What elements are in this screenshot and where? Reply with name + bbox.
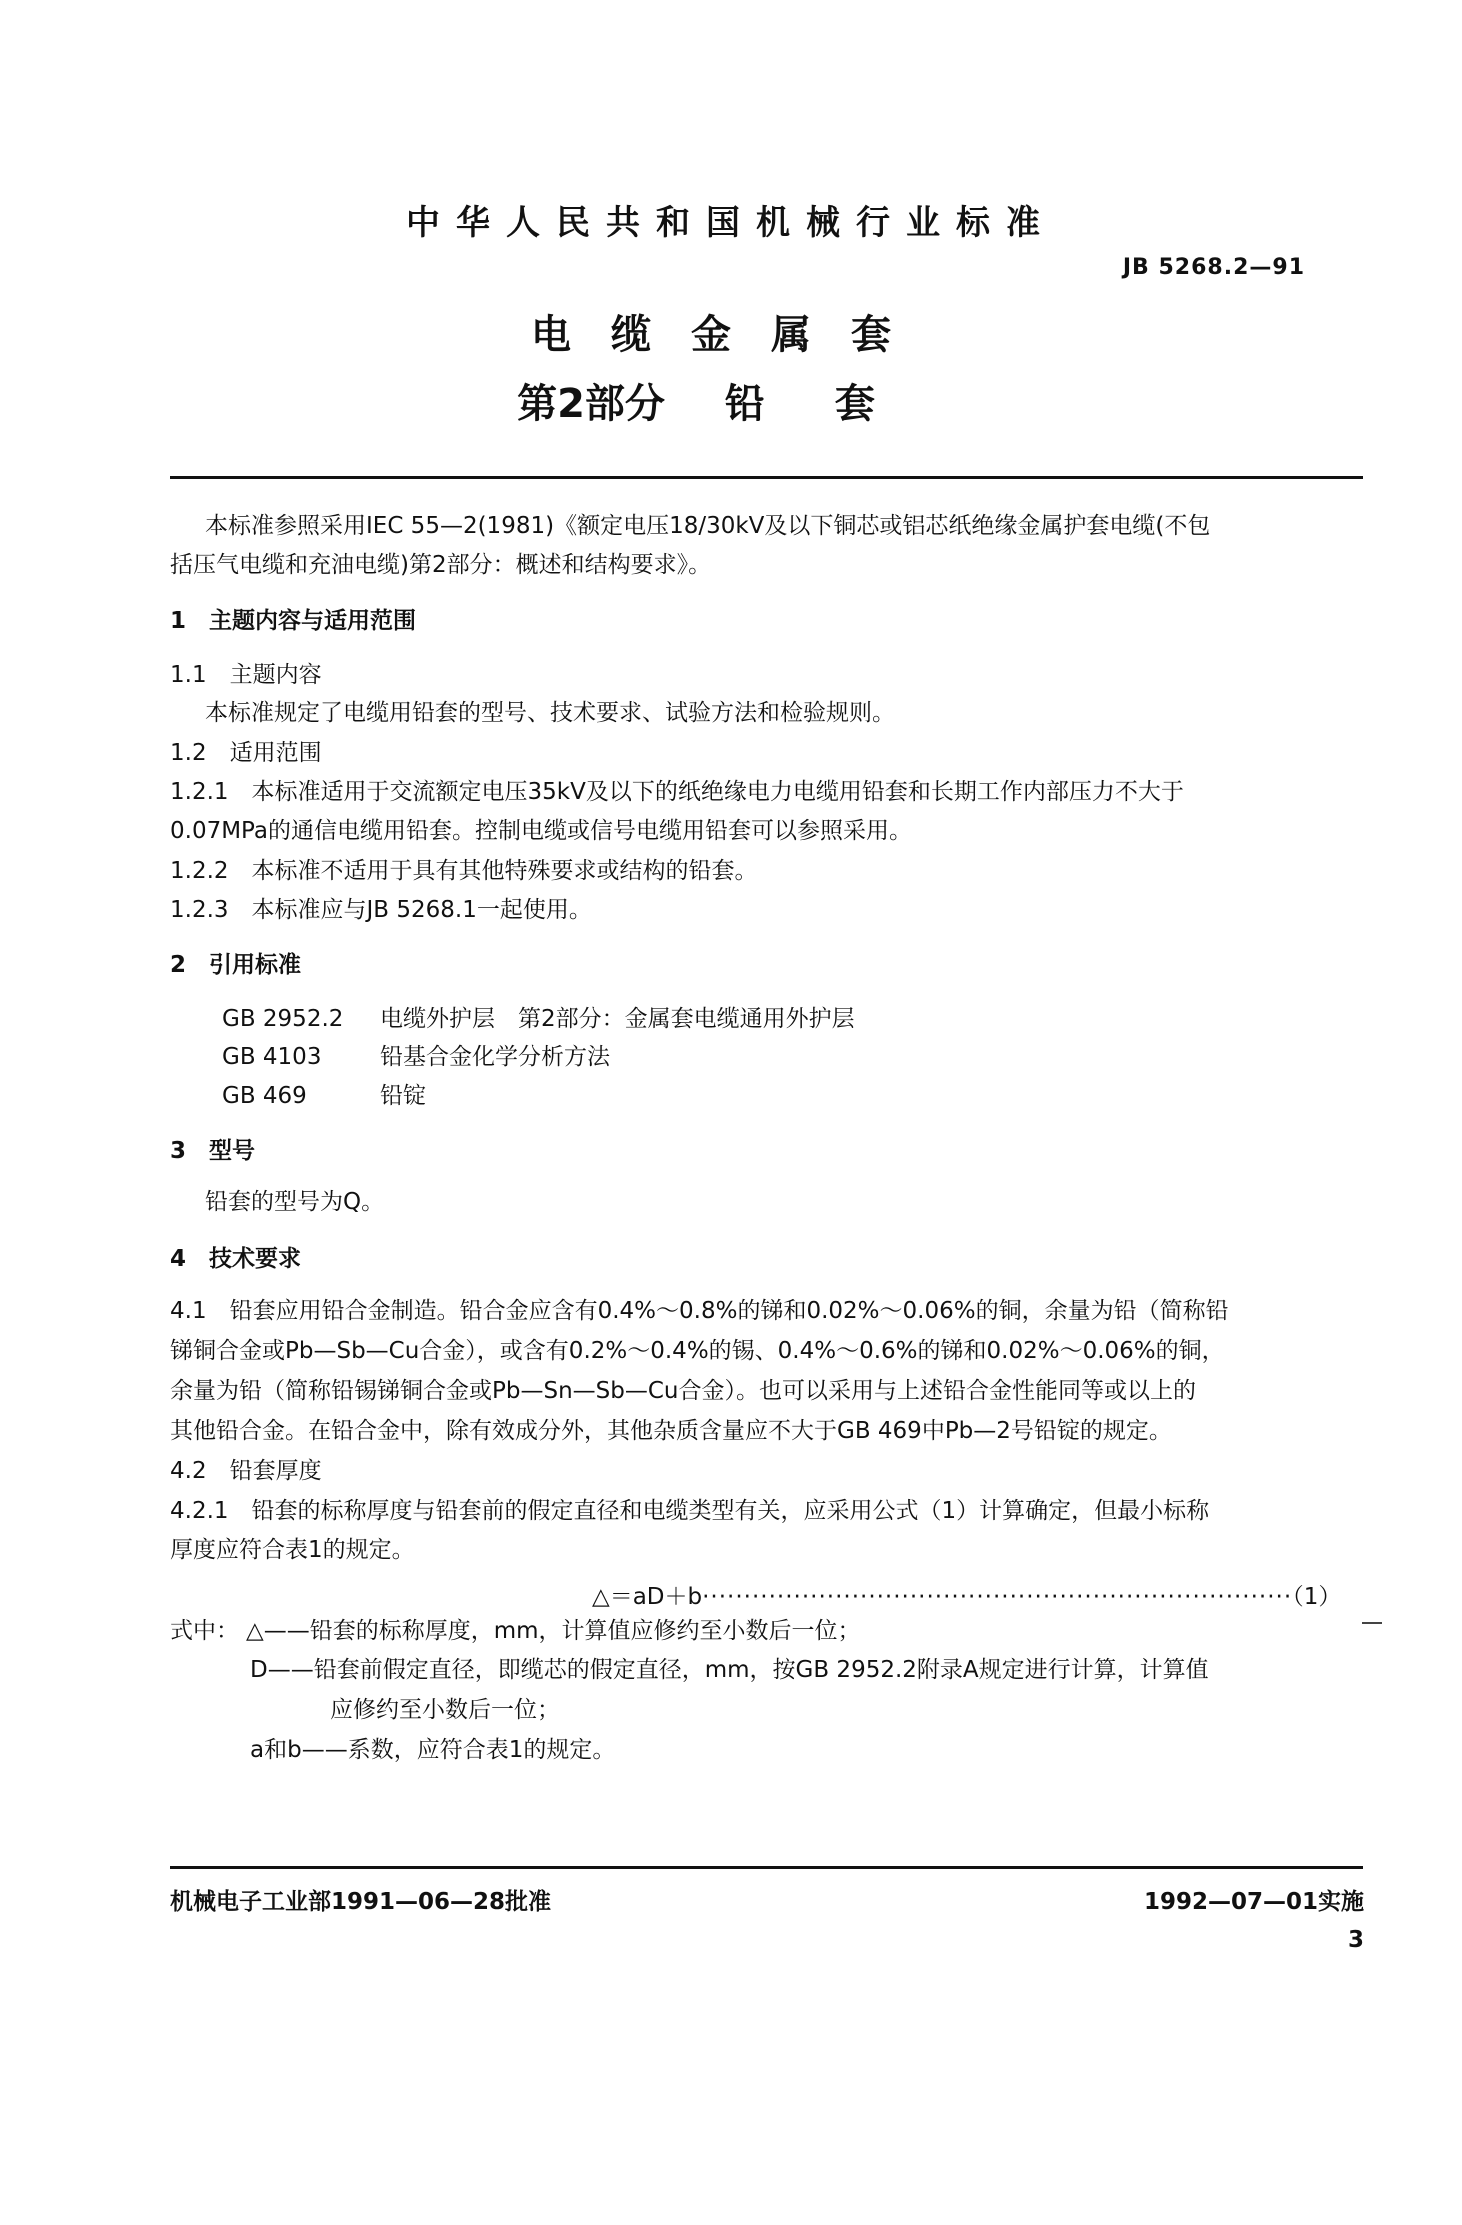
section-1-heading: 1 主题内容与适用范围 xyxy=(170,608,417,634)
section-1-2-heading: 1.2 适用范围 xyxy=(170,740,322,766)
approval-date: 机械电子工业部1991—06—28批准 xyxy=(170,1889,552,1915)
subtitle-part: 第2部分 xyxy=(517,381,665,427)
section-1-2-2: 1.2.2 本标准不适用于具有其他特殊要求或结构的铅套。 xyxy=(170,858,758,884)
section-4-1-line-2: 锑铜合金或Pb—Sb—Cu合金），或含有0.2%～0.4%的锡、0.4%～0.6%的锑和0.02%～0.06%的铜， xyxy=(170,1338,1225,1364)
page-number: 3 xyxy=(1347,1927,1364,1953)
document-title: 电缆金属套 xyxy=(531,312,931,358)
header-divider xyxy=(170,476,1363,479)
formula-1 xyxy=(592,1578,1341,1611)
document-number: JB 5268.2—91 xyxy=(1122,255,1305,280)
section-1-2-1-line-1: 1.2.1 本标准适用于交流额定电压35kV及以下的纸绝缘电力电缆用铅套和长期工作内部压力不大于 xyxy=(170,779,1184,805)
section-1-1-text: 本标准规定了电缆用铅套的型号、技术要求、试验方法和检验规则。 xyxy=(205,700,895,726)
section-1-1-heading: 1.1 主题内容 xyxy=(170,662,322,688)
margin-dash-mark xyxy=(1362,1622,1382,1624)
intro-line-2: 括压气电缆和充油电缆)第2部分：概述和结构要求》。 xyxy=(170,552,712,578)
intro-line-1: 本标准参照采用IEC 55—2(1981)《额定电压18/30kV及以下铜芯或铝芯纸绝缘金属护套电缆(不包 xyxy=(205,513,1211,539)
reference-code: GB 469 xyxy=(222,1083,307,1109)
section-4-1-line-3: 余量为铅（简称铅锡锑铜合金或Pb—Sn—Sb—Cu合金）。也可以采用与上述铅合金性能同等或以上的 xyxy=(170,1378,1196,1404)
footer-divider xyxy=(170,1866,1363,1869)
where-prefix: 式中： xyxy=(170,1618,239,1644)
where-ab: a和b——系数，应符合表1的规定。 xyxy=(250,1737,616,1763)
reference-code: GB 2952.2 xyxy=(222,1006,344,1032)
where-delta: △——铅套的标称厚度，mm，计算值应修约至小数后一位； xyxy=(246,1618,861,1644)
formula-leader-dots: ······································································· xyxy=(702,1584,1293,1610)
section-4-2-1-line-1: 4.2.1 铅套的标称厚度与铅套前的假定直径和电缆类型有关，应采用公式（1）计算确定，但最小标称 xyxy=(170,1498,1210,1524)
section-3-text: 铅套的型号为Q。 xyxy=(205,1189,385,1215)
formula-number: （1） xyxy=(1292,1584,1342,1610)
section-3-heading: 3 型号 xyxy=(170,1138,256,1164)
reference-title: 电缆外护层 第2部分：金属套电缆通用外护层 xyxy=(380,1006,855,1032)
reference-code: GB 4103 xyxy=(222,1044,322,1070)
document-subtitle xyxy=(0,372,1462,429)
section-1-2-3: 1.2.3 本标准应与JB 5268.1一起使用。 xyxy=(170,897,592,923)
reference-title: 铅基合金化学分析方法 xyxy=(380,1044,610,1070)
section-4-2-1-line-2: 厚度应符合表1的规定。 xyxy=(170,1537,415,1563)
where-d-line-2: 应修约至小数后一位； xyxy=(330,1697,560,1723)
issuing-organization: 中华人民共和国机械行业标准 xyxy=(406,203,1056,243)
subtitle-subject: 铅套 xyxy=(724,381,945,427)
section-1-2-1-line-2: 0.07MPa的通信电缆用铅套。控制电缆或信号电缆用铅套可以参照采用。 xyxy=(170,818,912,844)
reference-title: 铅锭 xyxy=(380,1083,426,1109)
where-d-line-1: D——铅套前假定直径，即缆芯的假定直径，mm，按GB 2952.2附录A规定进行计算，计算值 xyxy=(250,1657,1209,1683)
effective-date: 1992—07—01实施 xyxy=(1143,1889,1364,1915)
section-4-1-line-1: 4.1 铅套应用铅合金制造。铅合金应含有0.4%～0.8%的锑和0.02%～0.06%的铜，余量为铅（简称铅 xyxy=(170,1298,1229,1324)
section-4-1-line-4: 其他铅合金。在铅合金中，除有效成分外，其他杂质含量应不大于GB 469中Pb—2号铅锭的规定。 xyxy=(170,1418,1172,1444)
formula-expression: △＝aD＋b xyxy=(592,1584,703,1610)
section-2-heading: 2 引用标准 xyxy=(170,952,302,978)
section-4-heading: 4 技术要求 xyxy=(170,1246,302,1272)
section-4-2-heading: 4.2 铅套厚度 xyxy=(170,1458,322,1484)
